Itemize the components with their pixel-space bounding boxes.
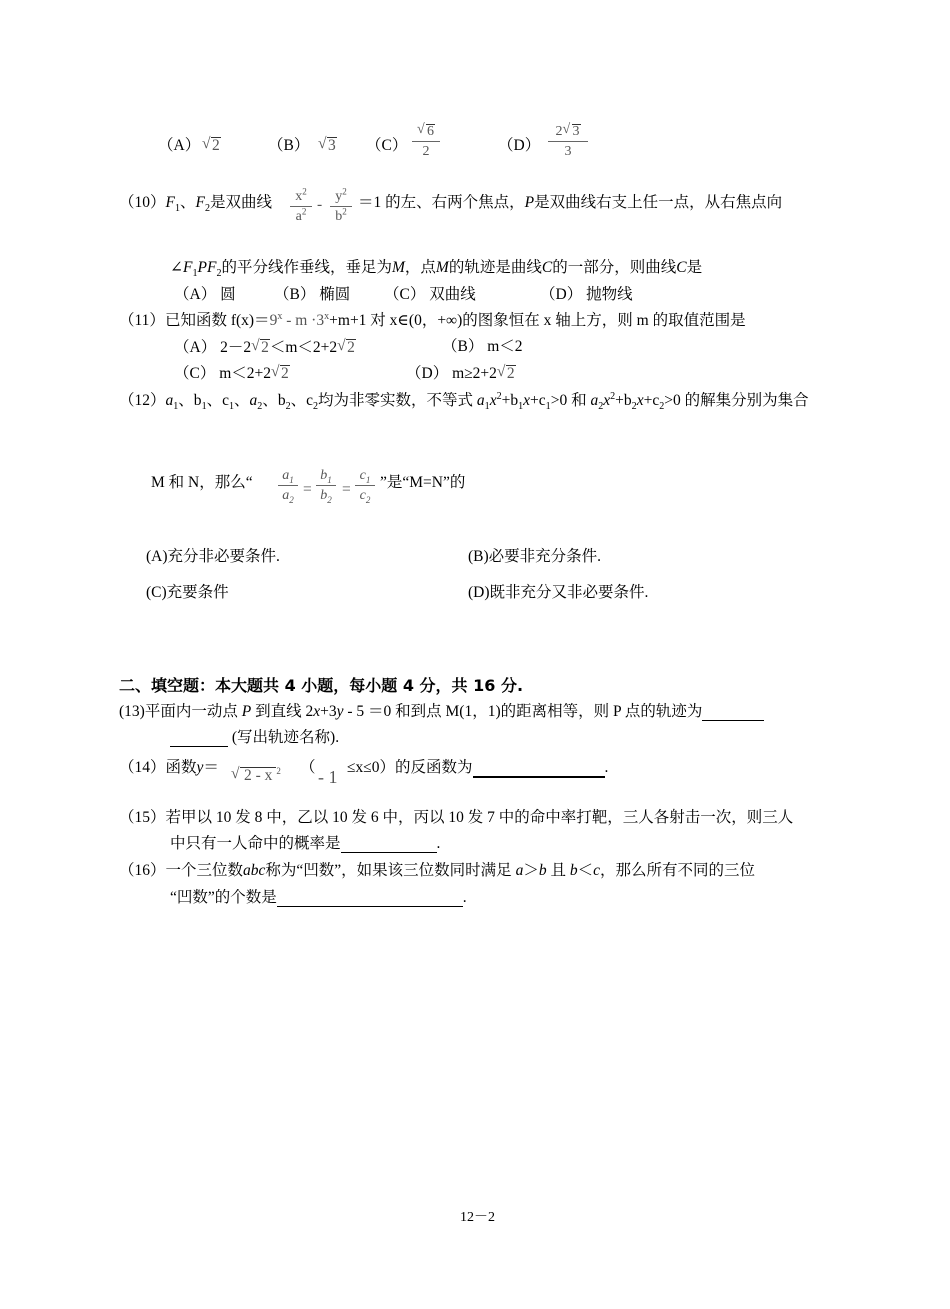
q10-option-a: （A） 圆	[174, 286, 236, 303]
q12-fraction-c: $\frac{c_1}{c_2}$	[355, 469, 375, 503]
q13-line1: (13)平面内一动点 P 到直线 2x+3y - 5 ＝0 和到点 M(1，1)的距离相等，则 P 点的轨迹为	[119, 704, 764, 721]
q14-end: ≤x≤0）的反函数为 .	[347, 759, 609, 776]
page-number: 12－2	[460, 1210, 495, 1225]
q12-option-c: (C)充要条件	[146, 584, 229, 601]
q9-option-b-value: √ 3	[318, 137, 337, 154]
q10-line1-start: $(10)F_1$、$F_2$是双曲线	[119, 194, 273, 215]
q9-option-a-value: √ 2	[202, 137, 221, 154]
q12-option-a: (A)充分非必要条件.	[146, 548, 280, 565]
q14-paren: （	[300, 759, 316, 776]
q11-option-a: （A） 2－2√ 2＜m＜2+2√ 2	[174, 339, 356, 356]
section-2-heading: 二、填空题：本大题共 4 小题，每小题 4 分，共 16 分.	[119, 676, 524, 695]
q11-option-c: （C） m＜2+2√ 2	[174, 365, 290, 382]
q15-line1: （15）若甲以 10 发 8 中，乙以 10 发 6 中，丙以 10 发 7 中的命中率打靶，三人各射击一次，则三人	[119, 809, 794, 826]
q16-line1: （16）一个三位数abc称为“凹数”，如果该三位数同时满足 a＞b 且 b＜c，那么所有不同的三位	[119, 862, 756, 879]
q9-option-d-fraction: $\frac{2√ 3}{3}$	[548, 124, 588, 159]
q10-option-b: （B） 椭圆	[274, 286, 351, 303]
q9-option-d-label: （D）	[498, 137, 541, 154]
q11-option-b: （B） m＜2	[442, 338, 523, 355]
q16-line2: “凹数”的个数是 .	[170, 889, 467, 906]
q10-fraction-y2-b2: $\frac{y^2}{b^2}$	[330, 190, 352, 224]
q12-line2-start: M 和 N，那么“	[151, 474, 253, 491]
q12-fraction-a: $\frac{a_1}{a_2}$	[278, 469, 298, 503]
q10-option-c: （C） 双曲线	[384, 286, 476, 303]
q11-option-d: （D） m≥2+2√ 2	[406, 365, 516, 382]
q10-fraction-x2-a2: $\frac{x^2}{a^2}$	[290, 190, 312, 224]
q9-option-b-label: （B）	[268, 137, 310, 154]
q12-equals-2: =	[342, 481, 351, 498]
q12-line1: $(12)a_1$、$b_1$、$c_1$、$a_2$、$b_2$、$c_2$均为非零实数，不等式 $a_1x^2+b_1x+c_1>0$ 和 $a_2x^2+b_2x+c_2>0$ 的解集分别为集合	[119, 390, 809, 413]
q15-line2: 中只有一人命中的概率是 .	[170, 835, 441, 852]
q12-fraction-b: $\frac{b_1}{b_2}$	[316, 469, 336, 503]
q12-equals-1: =	[303, 481, 312, 498]
q9-option-a-label: （A）	[158, 137, 201, 154]
q12-line2-end: ”是“M=N”的	[380, 474, 466, 491]
q10-line2: $\angle F_1PF_2$的平分线作垂线，垂足为M，点M的轨迹是曲线C的一部分，则曲线C是	[170, 259, 703, 280]
q13-line2: (写出轨迹名称).	[170, 730, 339, 747]
q12-option-d: (D)既非充分又非必要条件.	[468, 584, 649, 601]
q12-option-b: (B)必要非充分条件.	[468, 548, 602, 565]
q14-start: （14）函数y＝	[119, 759, 219, 776]
q14-radical: √ 2 - x $^2$	[231, 767, 281, 784]
q10-minus: -	[317, 196, 323, 213]
q14-neg-one: - 1	[318, 767, 338, 787]
q10-line1-end: ＝1 的左、右两个焦点，P是双曲线右支上任一点，从右焦点向	[358, 194, 783, 211]
q10-option-d: （D） 抛物线	[540, 286, 633, 303]
q9-option-c-label: （C）	[366, 137, 408, 154]
q9-option-c-fraction: √ $\frac{6}{2}$	[412, 124, 440, 159]
q11-line1: （11）已知函数 $f(x)=9^x - m \cdot 3^x+m+1$ 对 x∈(0，+∞)的图象恒在 x 轴上方，则 m 的取值范围是	[119, 310, 746, 329]
